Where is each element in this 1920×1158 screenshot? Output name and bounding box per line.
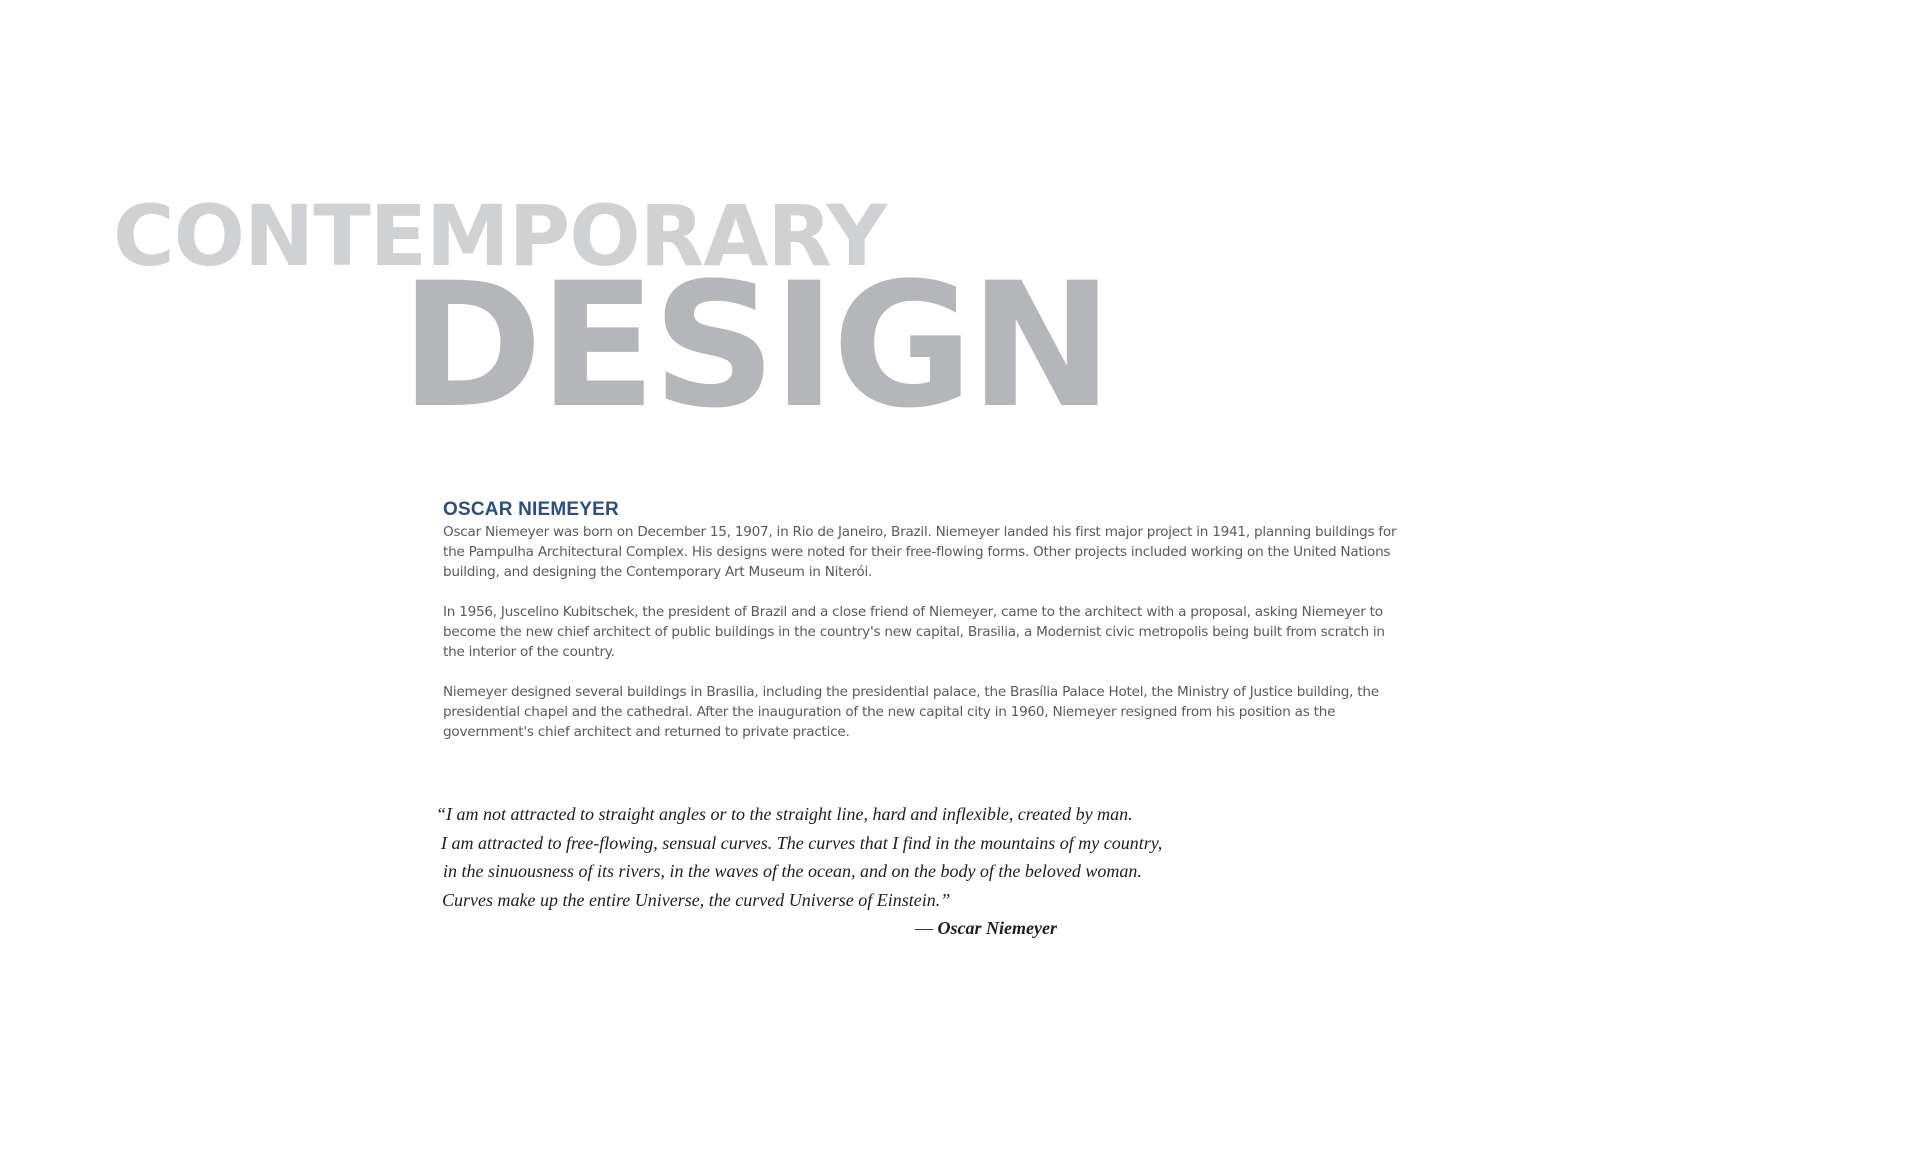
bio-paragraph-3: Niemeyer designed several buildings in Brasilia, including the presidential palace, the Brasília Palace Hotel, the Ministry of Justice building, the presidential chapel and the cathedral. After the inauguration of the new capital city in 1960, Niemeyer resigned from his position as the government's chief architect and returned to private practice.: [443, 684, 1379, 740]
quote-line-4: Curves make up the entire Universe, the curved Universe of Einstein.”: [442, 889, 951, 910]
attribution-dash: —: [915, 918, 933, 938]
bio-heading: OSCAR NIEMEYER: [443, 499, 619, 520]
bio-paragraph-2: In 1956, Juscelino Kubitschek, the president of Brazil and a close friend of Niemeyer, came to the architect with a proposal, asking Niemeyer to become the new chief architect of public buildings in the country's new capital, Brasilia, a Modernist civic metropolis being built from scratch in the interior of the country.: [443, 604, 1385, 660]
attribution-author: Oscar Niemeyer: [937, 918, 1057, 938]
bio-paragraph-1: Oscar Niemeyer was born on December 15, 1907, in Rio de Janeiro, Brazil. Niemeyer landed his first major project in 1941, planning buildings for the Pampulha Architectural Complex. His designs were noted for their free-flowing forms. Other projects included working on the United Nations building, and designing the Contemporary Art Museum in Niterói.: [443, 524, 1397, 580]
title-design: DESIGN: [400, 245, 1110, 446]
quote-line-3: in the sinuousness of its rivers, in the waves of the ocean, and on the body of the beloved woman.: [443, 861, 1142, 881]
niemeyer-quote: [436, 800, 1163, 914]
quote-line-2: I am attracted to free-flowing, sensual curves. The curves that I find in the mountains of my country,: [441, 832, 1163, 853]
quote-attribution: [915, 914, 1057, 942]
quote-line-1: “I am not attracted to straight angles or to the straight line, hard and inflexible, created by man.: [436, 804, 1133, 824]
bio-section: [443, 498, 1403, 762]
title-contemporary: CONTEMPORARY: [113, 187, 887, 285]
